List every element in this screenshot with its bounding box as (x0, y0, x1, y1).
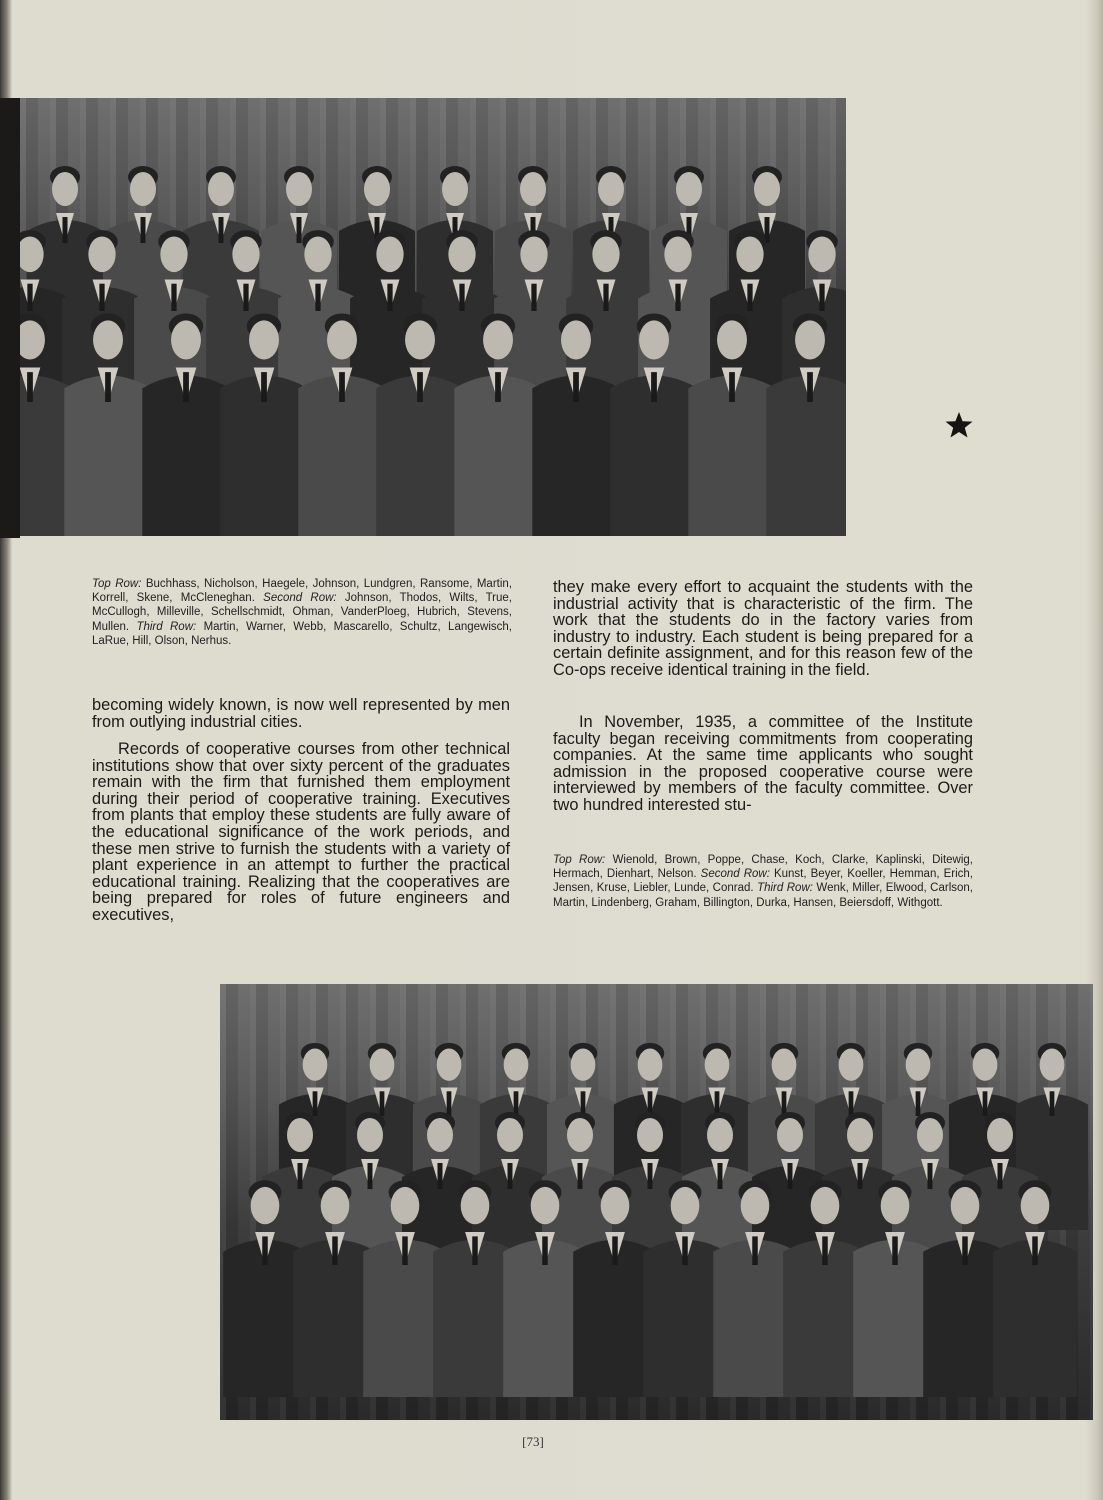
caption-top-row2-names: Johnson, Thodos, Wilts, True, McCullogh, Milleville, Schellschmidt, Ohman, VanderPloeg, Hubrich, Stevens, Mullen. (92, 592, 512, 633)
caption-top-row3-label: Third Row: (136, 620, 204, 633)
body-left-para1-text: becoming widely known, is now well represented by men from outlying industrial cities. (92, 696, 510, 731)
body-right-paragraph-1 (553, 579, 973, 679)
body-right-paragraph-2 (553, 714, 973, 814)
caption-bottom-photo (553, 853, 973, 910)
body-left-paragraph-2 (92, 741, 510, 924)
star-icon (944, 410, 974, 440)
group-photo-top-figures (20, 98, 846, 536)
caption-bottom-row3-label: Third Row: (757, 882, 817, 895)
caption-bottom-row2-names: Kunst, Beyer, Koeller, Hemman, Erich, Jensen, Kruse, Liebler, Lunde, Conrad. (553, 868, 973, 895)
group-photo-top (20, 98, 846, 536)
body-right-para2-text: In November, 1935, a committee of the Institute faculty began receiving commitments from cooperating companies. At the same time applicants who sought admission in the proposed cooperative course were interviewed by members of the faculty committee. Over two hundred interested stu- (553, 713, 973, 814)
body-right-para1-text: they make every effort to acquaint the students with the industrial activity that is characteristic of the firm. The work that the students do in the factory varies from industry to industry. Each student is being prepared for a certain definite assignment, and for this reason few of the Co-ops receive identical training in the field. (553, 578, 973, 679)
page-number: [73] (522, 1434, 544, 1449)
group-photo-bottom-figures (220, 984, 1093, 1420)
body-left-paragraph-1 (92, 697, 510, 730)
caption-bottom-row1-names: Wienold, Brown, Poppe, Chase, Koch, Clarke, Kaplinski, Ditewig, Hermach, Dienhart, Nelson. (553, 854, 973, 881)
caption-bottom-row2-label: Second Row: (700, 868, 774, 881)
caption-top-row3-names: Martin, Warner, Webb, Mascarello, Schultz, Langewisch, LaRue, Hill, Olson, Nerhus. (92, 620, 512, 647)
group-photo-bottom (220, 984, 1093, 1420)
caption-top-photo (92, 577, 512, 648)
caption-top-row2-label: Second Row: (263, 592, 345, 605)
caption-top-row1-label: Top Row: (92, 578, 146, 590)
caption-bottom-row3-names: Wenk, Miller, Elwood, Carlson, Martin, Lindenberg, Graham, Billington, Durka, Hansen, Beiersdoff, Withgott. (553, 882, 973, 909)
body-left-para2-text: Records of cooperative courses from other technical institutions show that over sixty percent of the graduates remain with the firm that furnished them employment during their period of cooperative training. Executives from plants that employ these students are fully aware of the educational significance of the work periods, and these men strive to furnish the students with a variety of plant experience in an attempt to further the practical educational training. Realizing that the cooperatives are being prepared for roles of future engineers and executives, (92, 740, 510, 924)
caption-bottom-row1-label: Top Row: (553, 854, 613, 866)
page-edge-strip (0, 98, 20, 538)
caption-top-row1-names: Buchhass, Nicholson, Haegele, Johnson, Lundgren, Ransome, Martin, Korrell, Skene, McCleneghan. (92, 578, 512, 605)
